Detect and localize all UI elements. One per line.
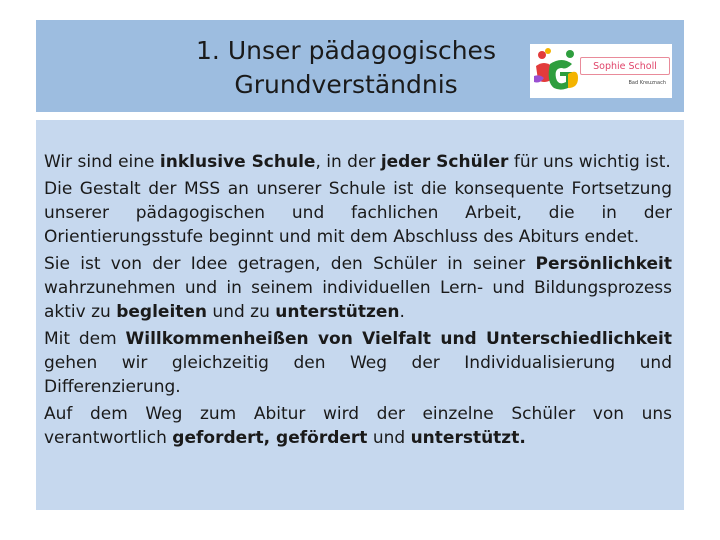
- p4-text-c: gehen wir gleichzeitig den Weg der Individualisierung und Differenzierung.: [44, 353, 672, 397]
- paragraph-4: [44, 327, 672, 399]
- title-banner: [36, 20, 684, 112]
- p1-bold-inklusive: inklusive Schule: [159, 152, 316, 172]
- paragraph-3: [44, 252, 672, 324]
- p1-text-c: , in der: [315, 152, 381, 172]
- p3-bold-persoenlichkeit: Persönlichkeit: [535, 254, 672, 274]
- slide-title: [176, 34, 516, 102]
- p5-bold-unterstuetzt: unterstützt.: [410, 428, 526, 448]
- p3-text-d: und zu: [207, 302, 276, 322]
- p5-text-c: und: [367, 428, 411, 448]
- p3-bold-unterstuetzen: unterstützen: [275, 302, 400, 322]
- p5-bold-gefordert: gefordert, gefördert: [172, 428, 368, 448]
- p3-text-c: wahrzunehmen und in seinem individuellen Lern- und Bildungsprozess aktiv zu: [44, 278, 672, 322]
- p1-text-d: für uns wichtig ist.: [508, 152, 671, 172]
- paragraph-2: Die Gestalt der MSS an unserer Schule ist die konsequente Fortsetzung unserer pädagogischen und fachlichen Arbeit, die in der Orientierungsstufe beginnt und mit dem Abschluss des Abiturs endet.: [44, 179, 672, 247]
- p1-text-a: Wir sind eine: [44, 152, 160, 172]
- p4-bold-vielfalt: Willkommenheißen von Vielfalt und Unterschiedlichkeit: [125, 329, 672, 349]
- body-text: [44, 150, 672, 450]
- title-line-1: 1. Unser pädagogisches: [196, 36, 496, 65]
- title-line-2: Grundverständnis: [234, 70, 458, 99]
- igs-logo-icon: [532, 46, 580, 96]
- p5-text-a: Auf dem Weg zum Abitur wird der einzelne Schüler von uns verantwortlich: [44, 404, 672, 448]
- logo-school-name: Sophie Scholl: [580, 57, 670, 75]
- paragraph-1: [44, 150, 672, 174]
- content-box: [36, 120, 684, 510]
- paragraph-5: [44, 402, 672, 450]
- p3-bold-begleiten: begleiten: [116, 302, 208, 322]
- p4-text-a: Mit dem: [44, 329, 126, 349]
- p3-text-e: .: [399, 302, 405, 322]
- p1-bold-jeder: jeder Schüler: [380, 152, 509, 172]
- school-logo: [530, 44, 672, 98]
- logo-place: Bad Kreuznach: [628, 80, 666, 86]
- p3-text-a: Sie ist von der Idee getragen, den Schüler in seiner: [44, 254, 536, 274]
